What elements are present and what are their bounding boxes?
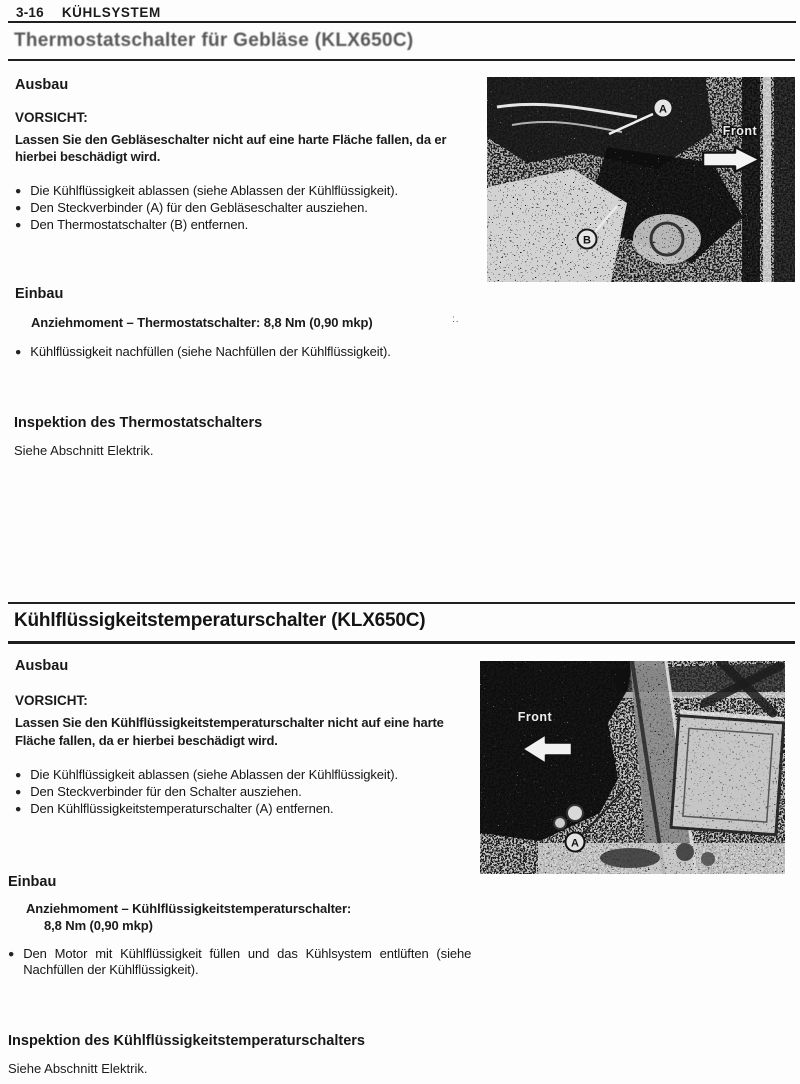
list-item [15,217,485,233]
bullet-icon: ● [15,803,22,815]
section2-title: Kühlflüssigkeitstemperaturschalter (KLX650C) [14,610,426,631]
section2-top-rule [8,602,795,604]
photo-coolant-temp-switch [480,661,785,874]
step-text: Kühlflüssigkeit nachfüllen (siehe Nachfüllen der Kühlflüssigkeit). [30,344,391,359]
bullet-icon: ● [15,786,22,798]
section2-inspection-heading: Inspektion des Kühlflüssigkeitstemperaturschalters [8,1033,365,1049]
section2-inspection-text: Siehe Abschnitt Elektrik. [8,1061,148,1076]
section2-torque-spec-line1: Anziehmoment – Kühlflüssigkeitstemperaturschalter: [26,901,352,916]
chapter-title: KÜHLSYSTEM [61,5,161,20]
section1-installation-heading: Einbau [15,286,64,302]
radiator-panel [671,710,784,835]
front-label: Front [517,710,553,724]
page-header [16,5,161,20]
callout-a-label: A [659,103,667,116]
bullet-icon: ● [15,185,22,197]
front-label: Front [722,124,758,138]
section1-inspection-text: Siehe Abschnitt Elektrik. [14,443,154,458]
step-text: Den Thermostatschalter (B) entfernen. [30,217,249,232]
photo-thermostat-switch [487,77,795,282]
section1-caution-label: VORSICHT: [15,110,88,125]
section1-caution-text: Lassen Sie den Gebläseschalter nicht auf eine harte Fläche fallen, da er hierbei beschädigt wird. [15,132,447,164]
section1-torque-spec: Anziehmoment – Thermostatschalter: 8,8 Nm (0,90 mkp) [31,315,373,330]
bullet-icon: ● [15,219,22,231]
step-text: Den Motor mit Kühlflüssigkeit füllen und das Kühlsystem entlüften (siehe Nachfüllen der Kühlflüssigkeit). [23,946,472,977]
section1-inspection-heading: Inspektion des Thermostatschalters [14,415,263,431]
section2-caution-text: Lassen Sie den Kühlflüssigkeitstemperaturschalter nicht auf eine harte Fläche fallen, da er hierbei beschädigt wird. [15,715,444,748]
callout-a-label: A [571,837,579,850]
list-item [15,344,485,360]
bullet-icon: ● [15,202,22,214]
bullet-icon: ● [15,346,22,358]
section1-title-rule [8,59,795,61]
callout-b-label: B [583,234,591,247]
page-number: 3-16 [16,5,44,20]
header-rule [8,21,796,23]
figure-thermostat-switch [487,77,795,282]
bullet-icon: ● [15,769,22,781]
section2-installation-heading: Einbau [8,874,57,890]
section2-title-rule [8,641,795,644]
step-text: Die Kühlflüssigkeit ablassen (siehe Ablassen der Kühlflüssigkeit). [30,767,398,782]
bullet-icon: ● [8,948,15,960]
section2-caution-label: VORSICHT: [15,693,88,708]
list-item [8,946,476,978]
scan-artifact-paren: ( [778,759,783,774]
section2-removal-heading: Ausbau [15,658,69,674]
section1-title: Thermostatschalter für Gebläse (KLX650C) [14,30,414,51]
list-item [15,183,485,199]
section1-removal-heading: Ausbau [15,77,69,93]
list-item [15,784,485,800]
list-item [15,801,485,817]
step-text: Den Kühlflüssigkeitstemperaturschalter (A) entfernen. [30,801,334,816]
list-item [15,200,485,216]
scan-artifact: :. [452,314,460,325]
step-text: Den Steckverbinder (A) für den Gebläseschalter ausziehen. [30,200,368,215]
figure-coolant-temp-switch [480,661,785,874]
step-text: Den Steckverbinder für den Schalter ausziehen. [30,784,302,799]
list-item [15,767,485,783]
section2-torque-spec-line2: 8,8 Nm (0,90 mkp) [44,918,153,933]
step-text: Die Kühlflüssigkeit ablassen (siehe Ablassen der Kühlflüssigkeit). [30,183,398,198]
